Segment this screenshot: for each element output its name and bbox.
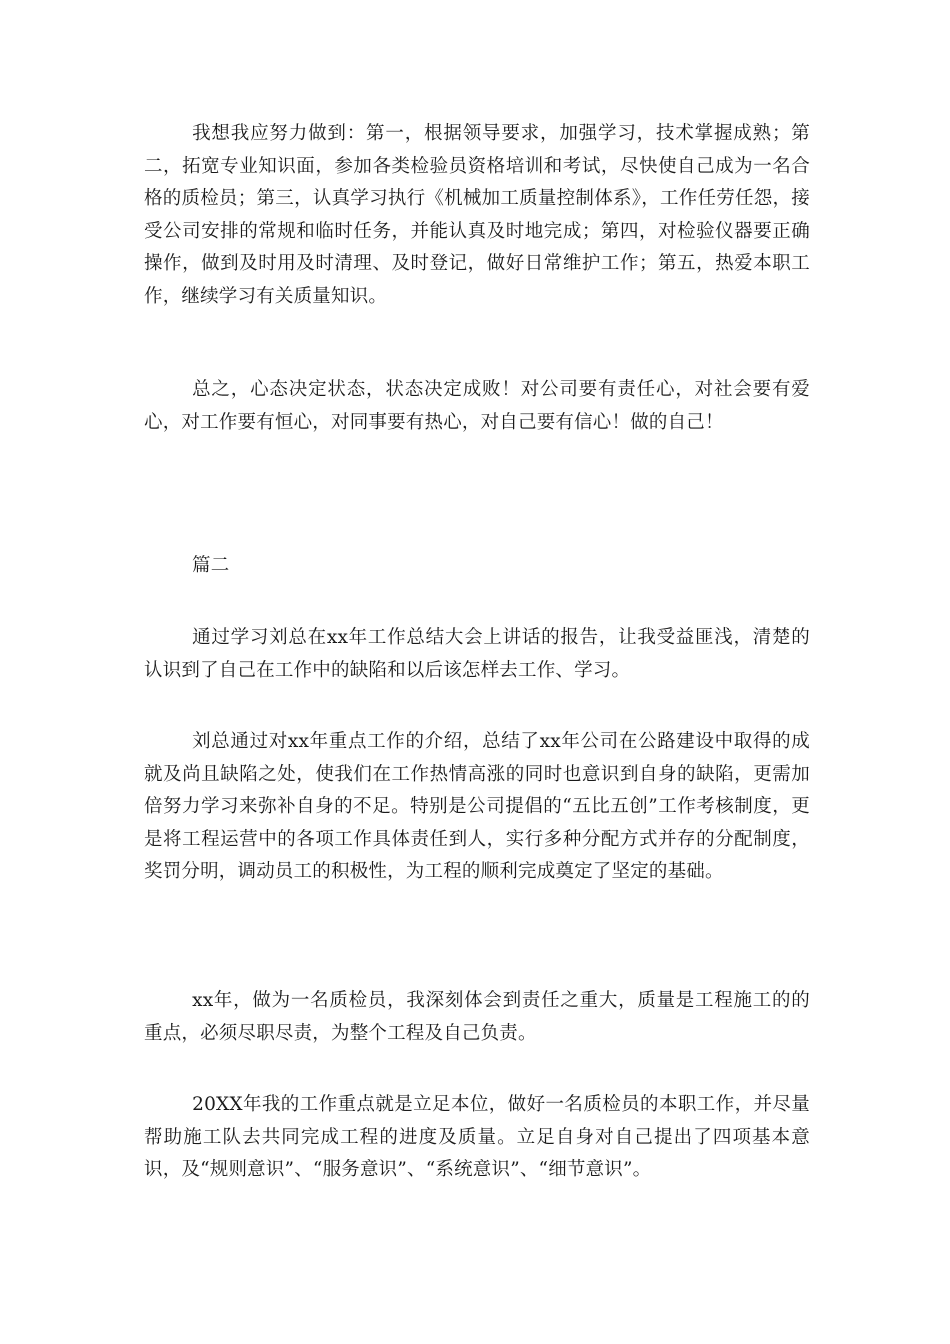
paragraph-key-work: 刘总通过对xx年重点工作的介绍，总结了xx年公司在公路建设中取得的成就及尚且缺陷之处，使我们在工作热情高涨的同时也意识到自身的缺陷，更需加倍努力学习来弥补自身的不足。特别是公司提倡的“五比五创”工作考核制度，更是将工程运营中的各项工作具体责任到人，实行多种分配方式并存的分配制度，奖罚分明，调动员工的积极性，为工程的顺利完成奠定了坚定的基础。 [144, 731, 810, 882]
paragraph-report-intro: 通过学习刘总在xx年工作总结大会上讲话的报告，让我受益匪浅，清楚的认识到了自己在工作中的缺陷和以后该怎样去工作、学习。 [144, 627, 810, 681]
section-heading: 篇二 [192, 555, 230, 576]
paragraph-summary: 总之，心态决定状态，状态决定成败！对公司要有责任心，对社会要有爱心，对工作要有恒心，对同事要有热心，对自己要有信心！做的自己！ [144, 379, 810, 433]
paragraph-responsibility: xx年，做为一名质检员，我深刻体会到责任之重大，质量是工程施工的的重点，必须尽职尽责，为整个工程及自己负责。 [144, 990, 810, 1044]
paragraph-work-goals: 我想我应努力做到：第一，根据领导要求，加强学习，技术掌握成熟；第二，拓宽专业知识面，参加各类检验员资格培训和考试，尽快使自己成为一名合格的质检员；第三，认真学习执行《机械加工质量控制体系》，工作任劳任怨，接受公司安排的常规和临时任务，并能认真及时地完成；第四，对检验仪器要正确操作，做到及时用及时清理、及时登记，做好日常维护工作；第五，热爱本职工作，继续学习有关质量知识。 [144, 123, 810, 307]
paragraph-work-focus: 20XX年我的工作重点就是立足本位，做好一名质检员的本职工作，并尽量帮助施工队去共同完成工程的进度及质量。立足自身对自己提出了四项基本意识，及“规则意识”、“服务意识”、“系统意识”、“细节意识”。 [144, 1094, 810, 1180]
